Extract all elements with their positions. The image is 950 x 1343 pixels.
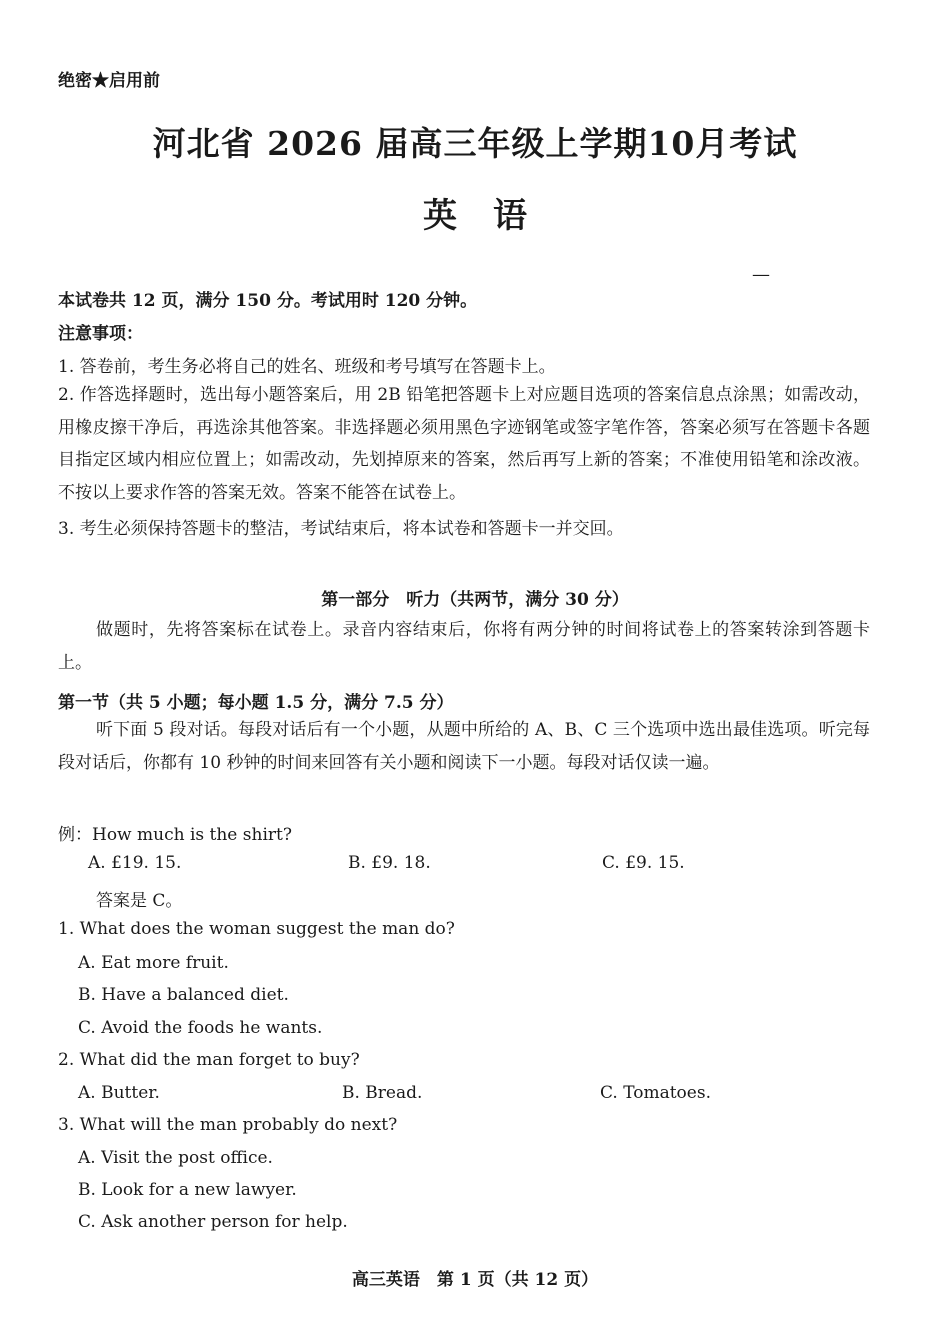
exam-title: 河北省 2026 届高三年级上学期10月考试 xyxy=(152,124,798,163)
part1-title: 第一部分 听力（共两节，满分 30 分） xyxy=(321,590,629,610)
confidential-label: 绝密★启用前 xyxy=(58,71,160,91)
question-2-option-a: A. Butter. xyxy=(78,1083,160,1103)
example-question: 例：How much is the shirt? xyxy=(58,825,292,845)
question-1-option-a: A. Eat more fruit. xyxy=(78,953,229,973)
question-1-option-c: C. Avoid the foods he wants. xyxy=(78,1018,323,1038)
question-3-option-a: A. Visit the post office. xyxy=(78,1148,273,1168)
notice-title: 注意事项： xyxy=(58,324,143,344)
question-2-option-c: C. Tomatoes. xyxy=(600,1083,711,1103)
notice-item-2: 2. 作答选择题时，选出每小题答案后，用 2B 铅笔把答题卡上对应题目选项的答案信息点涂黑；如需改动，用橡皮擦干净后，再选涂其他答案。非选择题必须用黑色字迹钢笔或签字笔作答，答案必须写在答题卡各题目指定区域内相应位置上；如需改动，先划掉原来的答案，然后再写上新的答案；不准使用铅笔和涂改液。不按以上要求作答的答案无效。答案不能答在试卷上。 xyxy=(58,385,870,503)
part1-instruction: 做题时，先将答案标在试卷上。录音内容结束后，你将有两分钟的时间将试卷上的答案转涂到答题卡上。 xyxy=(58,620,870,673)
question-1-option-b: B. Have a balanced diet. xyxy=(78,985,289,1005)
question-3-option-c: C. Ask another person for help. xyxy=(78,1212,348,1232)
example-option-a: A. £19. 15. xyxy=(88,853,182,873)
example-answer: 答案是 C。 xyxy=(96,891,183,911)
exam-info: 本试卷共 12 页，满分 150 分。考试用时 120 分钟。 xyxy=(58,291,478,311)
page-footer: 高三英语 第 1 页（共 12 页） xyxy=(351,1270,599,1290)
section1-instruction: 听下面 5 段对话。每段对话后有一个小题，从题中所给的 A、B、C 三个选项中选出最佳选项。听完每段对话后，你都有 10 秒钟的时间来回答有关小题和阅读下一小题。每段对话仅读一遍。 xyxy=(58,720,870,773)
stray-dash: — xyxy=(752,264,770,285)
example-option-b: B. £9. 18. xyxy=(348,853,431,873)
subject-title: 英语 xyxy=(423,196,563,236)
notice-item-3: 3. 考生必须保持答题卡的整洁，考试结束后，将本试卷和答题卡一并交回。 xyxy=(58,519,624,539)
example-option-c: C. £9. 15. xyxy=(602,853,685,873)
notice-item-1: 1. 答卷前，考生务必将自己的姓名、班级和考号填写在答题卡上。 xyxy=(58,357,556,377)
question-2-option-b: B. Bread. xyxy=(342,1083,423,1103)
question-1: 1. What does the woman suggest the man do? xyxy=(58,919,455,939)
question-2: 2. What did the man forget to buy? xyxy=(58,1050,360,1070)
section1-title: 第一节（共 5 小题；每小题 1.5 分，满分 7.5 分） xyxy=(58,693,454,713)
question-3: 3. What will the man probably do next? xyxy=(58,1115,398,1135)
question-3-option-b: B. Look for a new lawyer. xyxy=(78,1180,297,1200)
